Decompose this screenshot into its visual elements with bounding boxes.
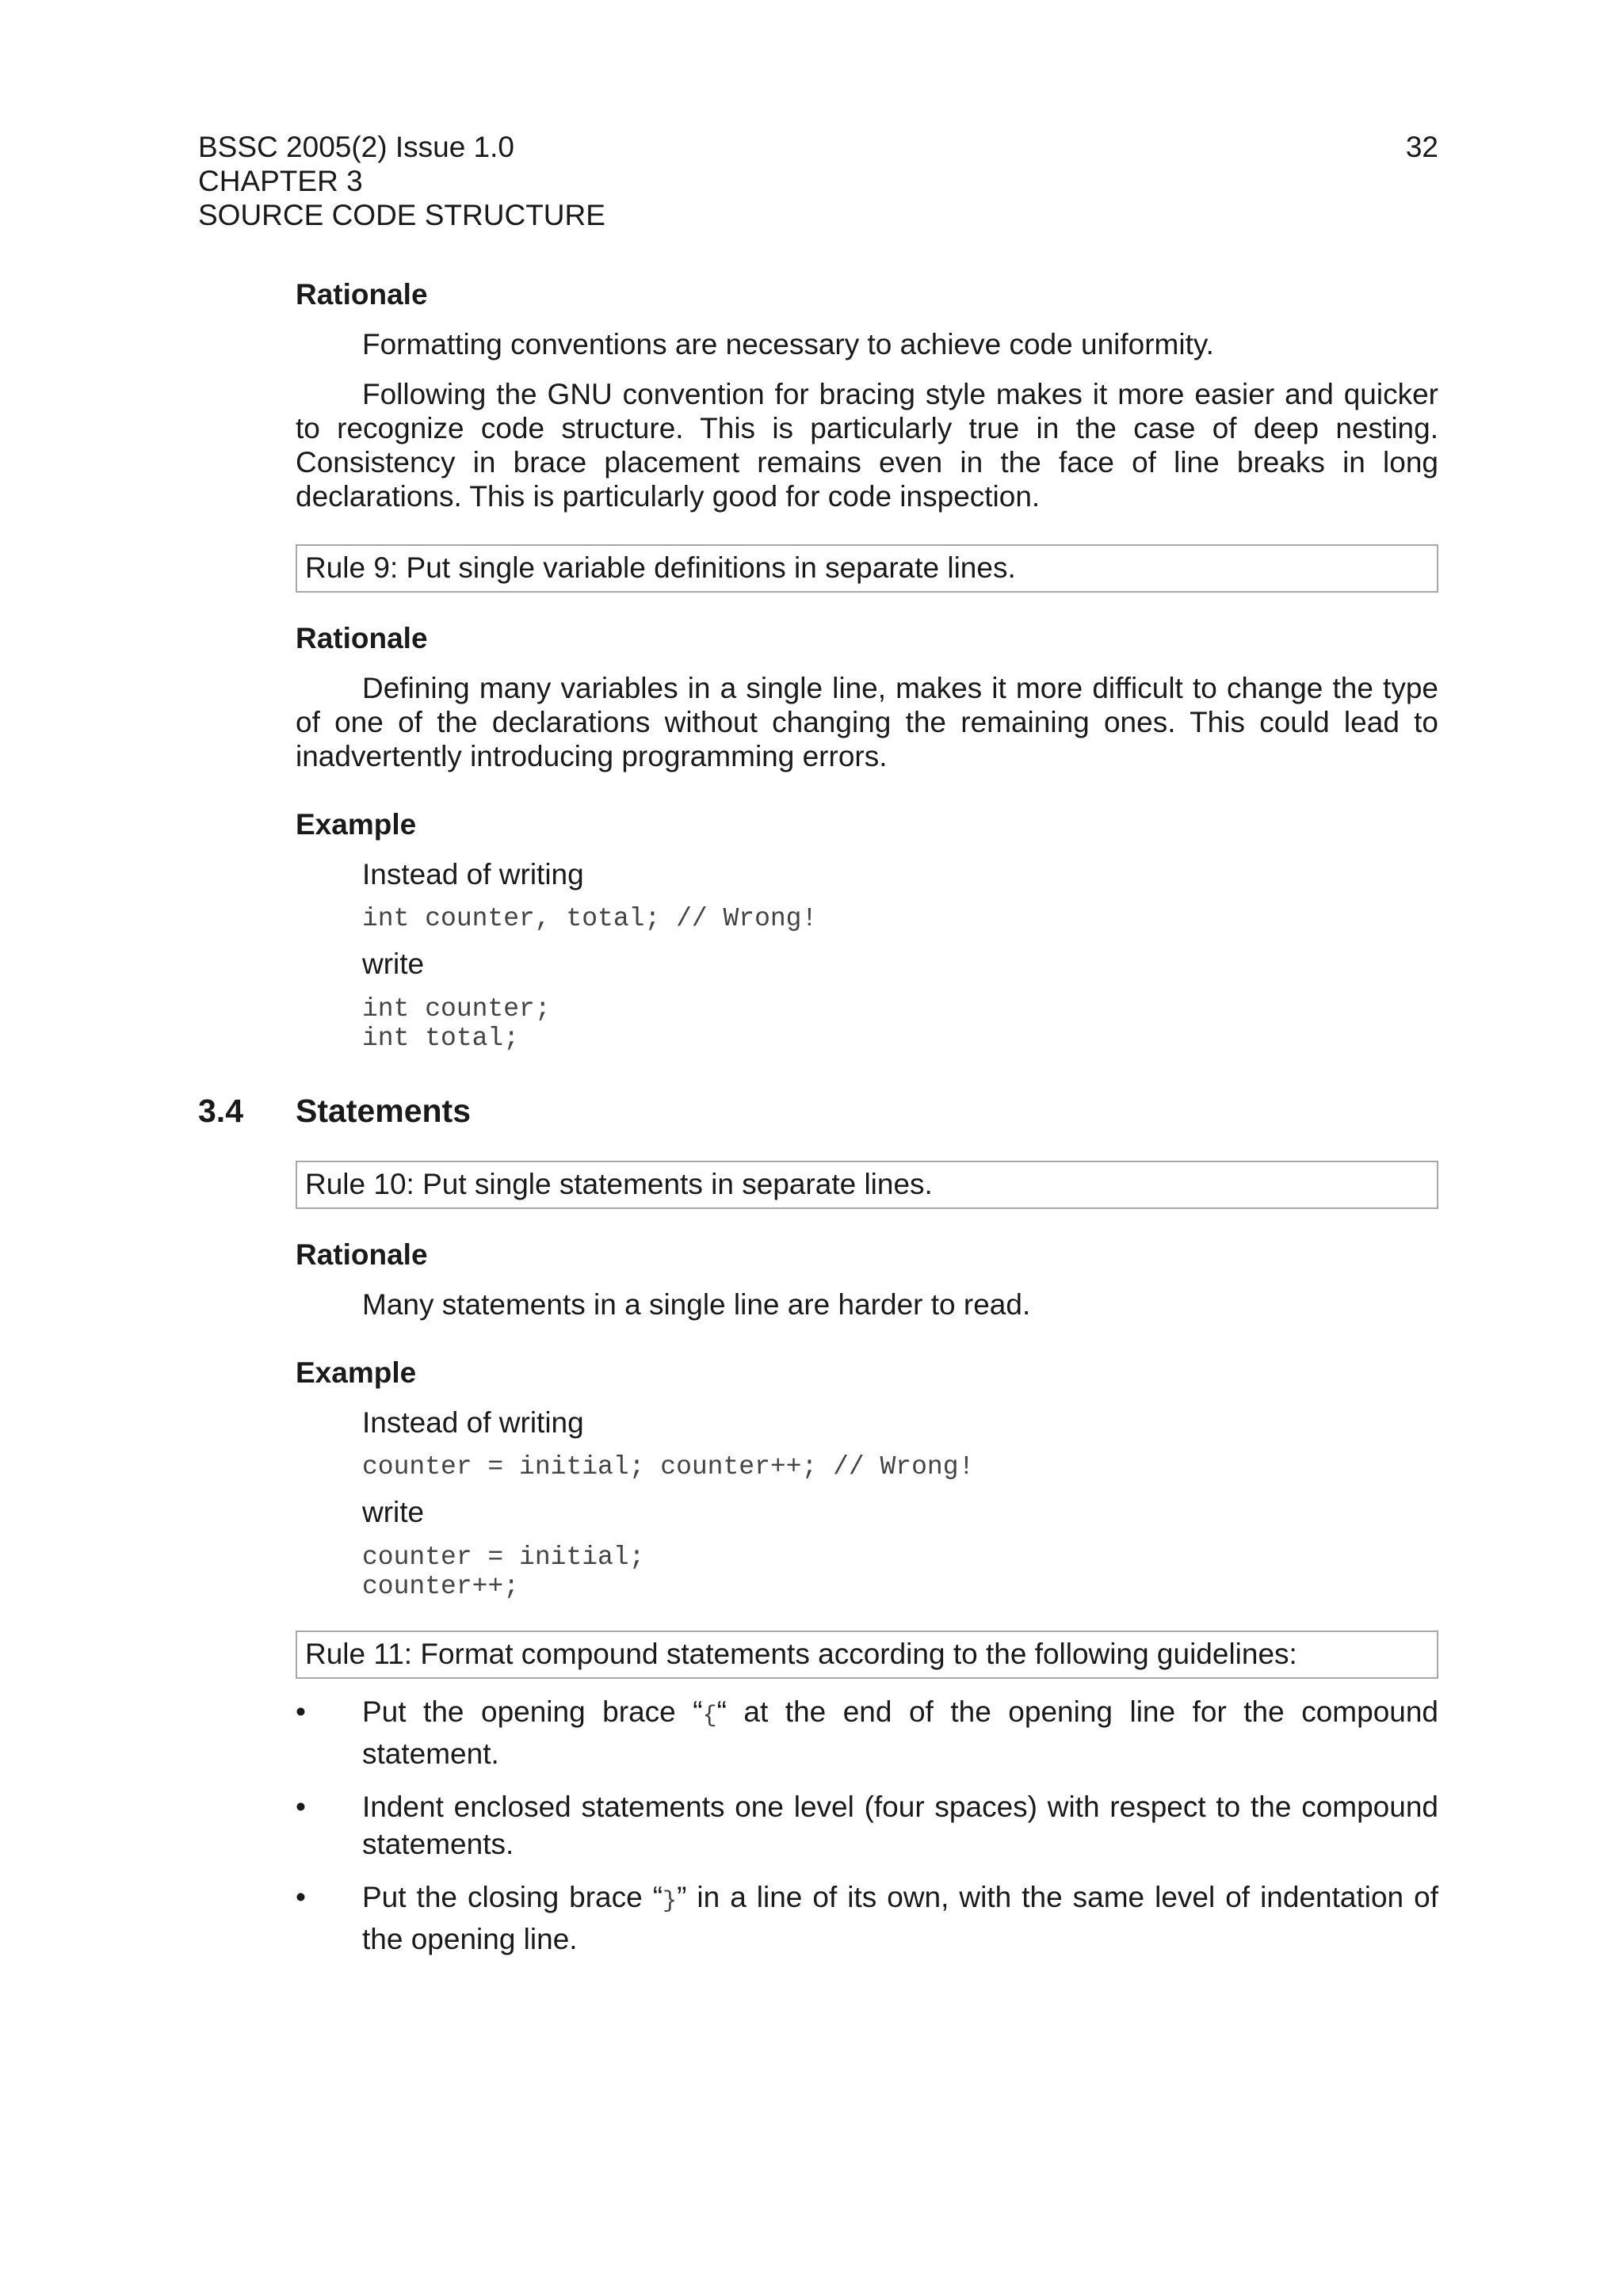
example-intro: Instead of writing [362,858,584,891]
rationale-paragraph: Following the GNU convention for bracing style makes it more easier and quicker to recognize code structure. This is particularly true in the case of deep nesting. Consistency in brace placement remains even in the face of line breaks in long declarations. This is particularly good for code inspection. [296,378,1438,513]
inline-code: } [663,1888,678,1915]
rule-box-10: Rule 10: Put single statements in separate lines. [296,1161,1438,1209]
page-header [198,130,1438,232]
section-number: 3.4 [198,1093,243,1129]
rationale-paragraph: Defining many variables in a single line, makes it more difficult to change the type of one of the declarations without changing the remaining ones. This could lead to inadvertently introducing programming errors. [296,672,1438,772]
rationale-paragraph: Formatting conventions are necessary to achieve code uniformity. [362,328,1214,360]
rationale-heading: Rationale [296,1238,428,1271]
guideline-text: ” in a line of its own, with the same level of indentation of the opening line. [362,1881,1438,1955]
code-right-line: counter = initial; [362,1543,645,1572]
section-heading [198,1092,1438,1130]
example-write: write [362,1496,425,1528]
code-wrong: counter = initial; counter++; // Wrong! [362,1452,975,1482]
guideline-item [296,1788,1438,1863]
guideline-text: Put the opening brace “ [362,1695,703,1728]
code-right-line: int counter; [362,994,551,1024]
bullet-marker: • [296,1695,306,1728]
section-title: Statements [296,1093,472,1129]
rationale-heading: Rationale [296,278,428,311]
bullet-marker: • [296,1791,306,1823]
example-write: write [362,948,425,980]
rule-box-9: Rule 9: Put single variable definitions in separate lines. [296,544,1438,593]
page-number: 32 [1405,131,1438,163]
chapter-label: CHAPTER 3 [198,165,363,197]
guideline-item [296,1693,1438,1772]
guideline-text: Indent enclosed statements one level (four spaces) with respect to the compound statements. [362,1791,1438,1860]
page-body [198,277,1439,1958]
guideline-text: “ at the end of the opening line for the compound statement. [362,1695,1439,1770]
rationale-heading: Rationale [296,622,428,654]
doc-id: BSSC 2005(2) Issue 1.0 [198,131,514,163]
rule-box-11: Rule 11: Format compound statements according to the following guidelines: [296,1630,1438,1679]
guideline-item [296,1878,1438,1958]
guideline-list [296,1693,1438,1958]
code-right-line: int total; [362,1024,520,1053]
example-heading: Example [296,1356,417,1389]
guideline-text: Put the closing brace “ [362,1881,663,1913]
code-right-line: counter++; [362,1572,520,1601]
bullet-marker: • [296,1881,306,1913]
example-intro: Instead of writing [362,1406,584,1439]
chapter-title: SOURCE CODE STRUCTURE [198,199,605,231]
rationale-paragraph: Many statements in a single line are harder to read. [362,1288,1031,1321]
inline-code: { [702,1703,717,1730]
example-heading: Example [296,808,417,841]
code-wrong: int counter, total; // Wrong! [362,904,818,933]
